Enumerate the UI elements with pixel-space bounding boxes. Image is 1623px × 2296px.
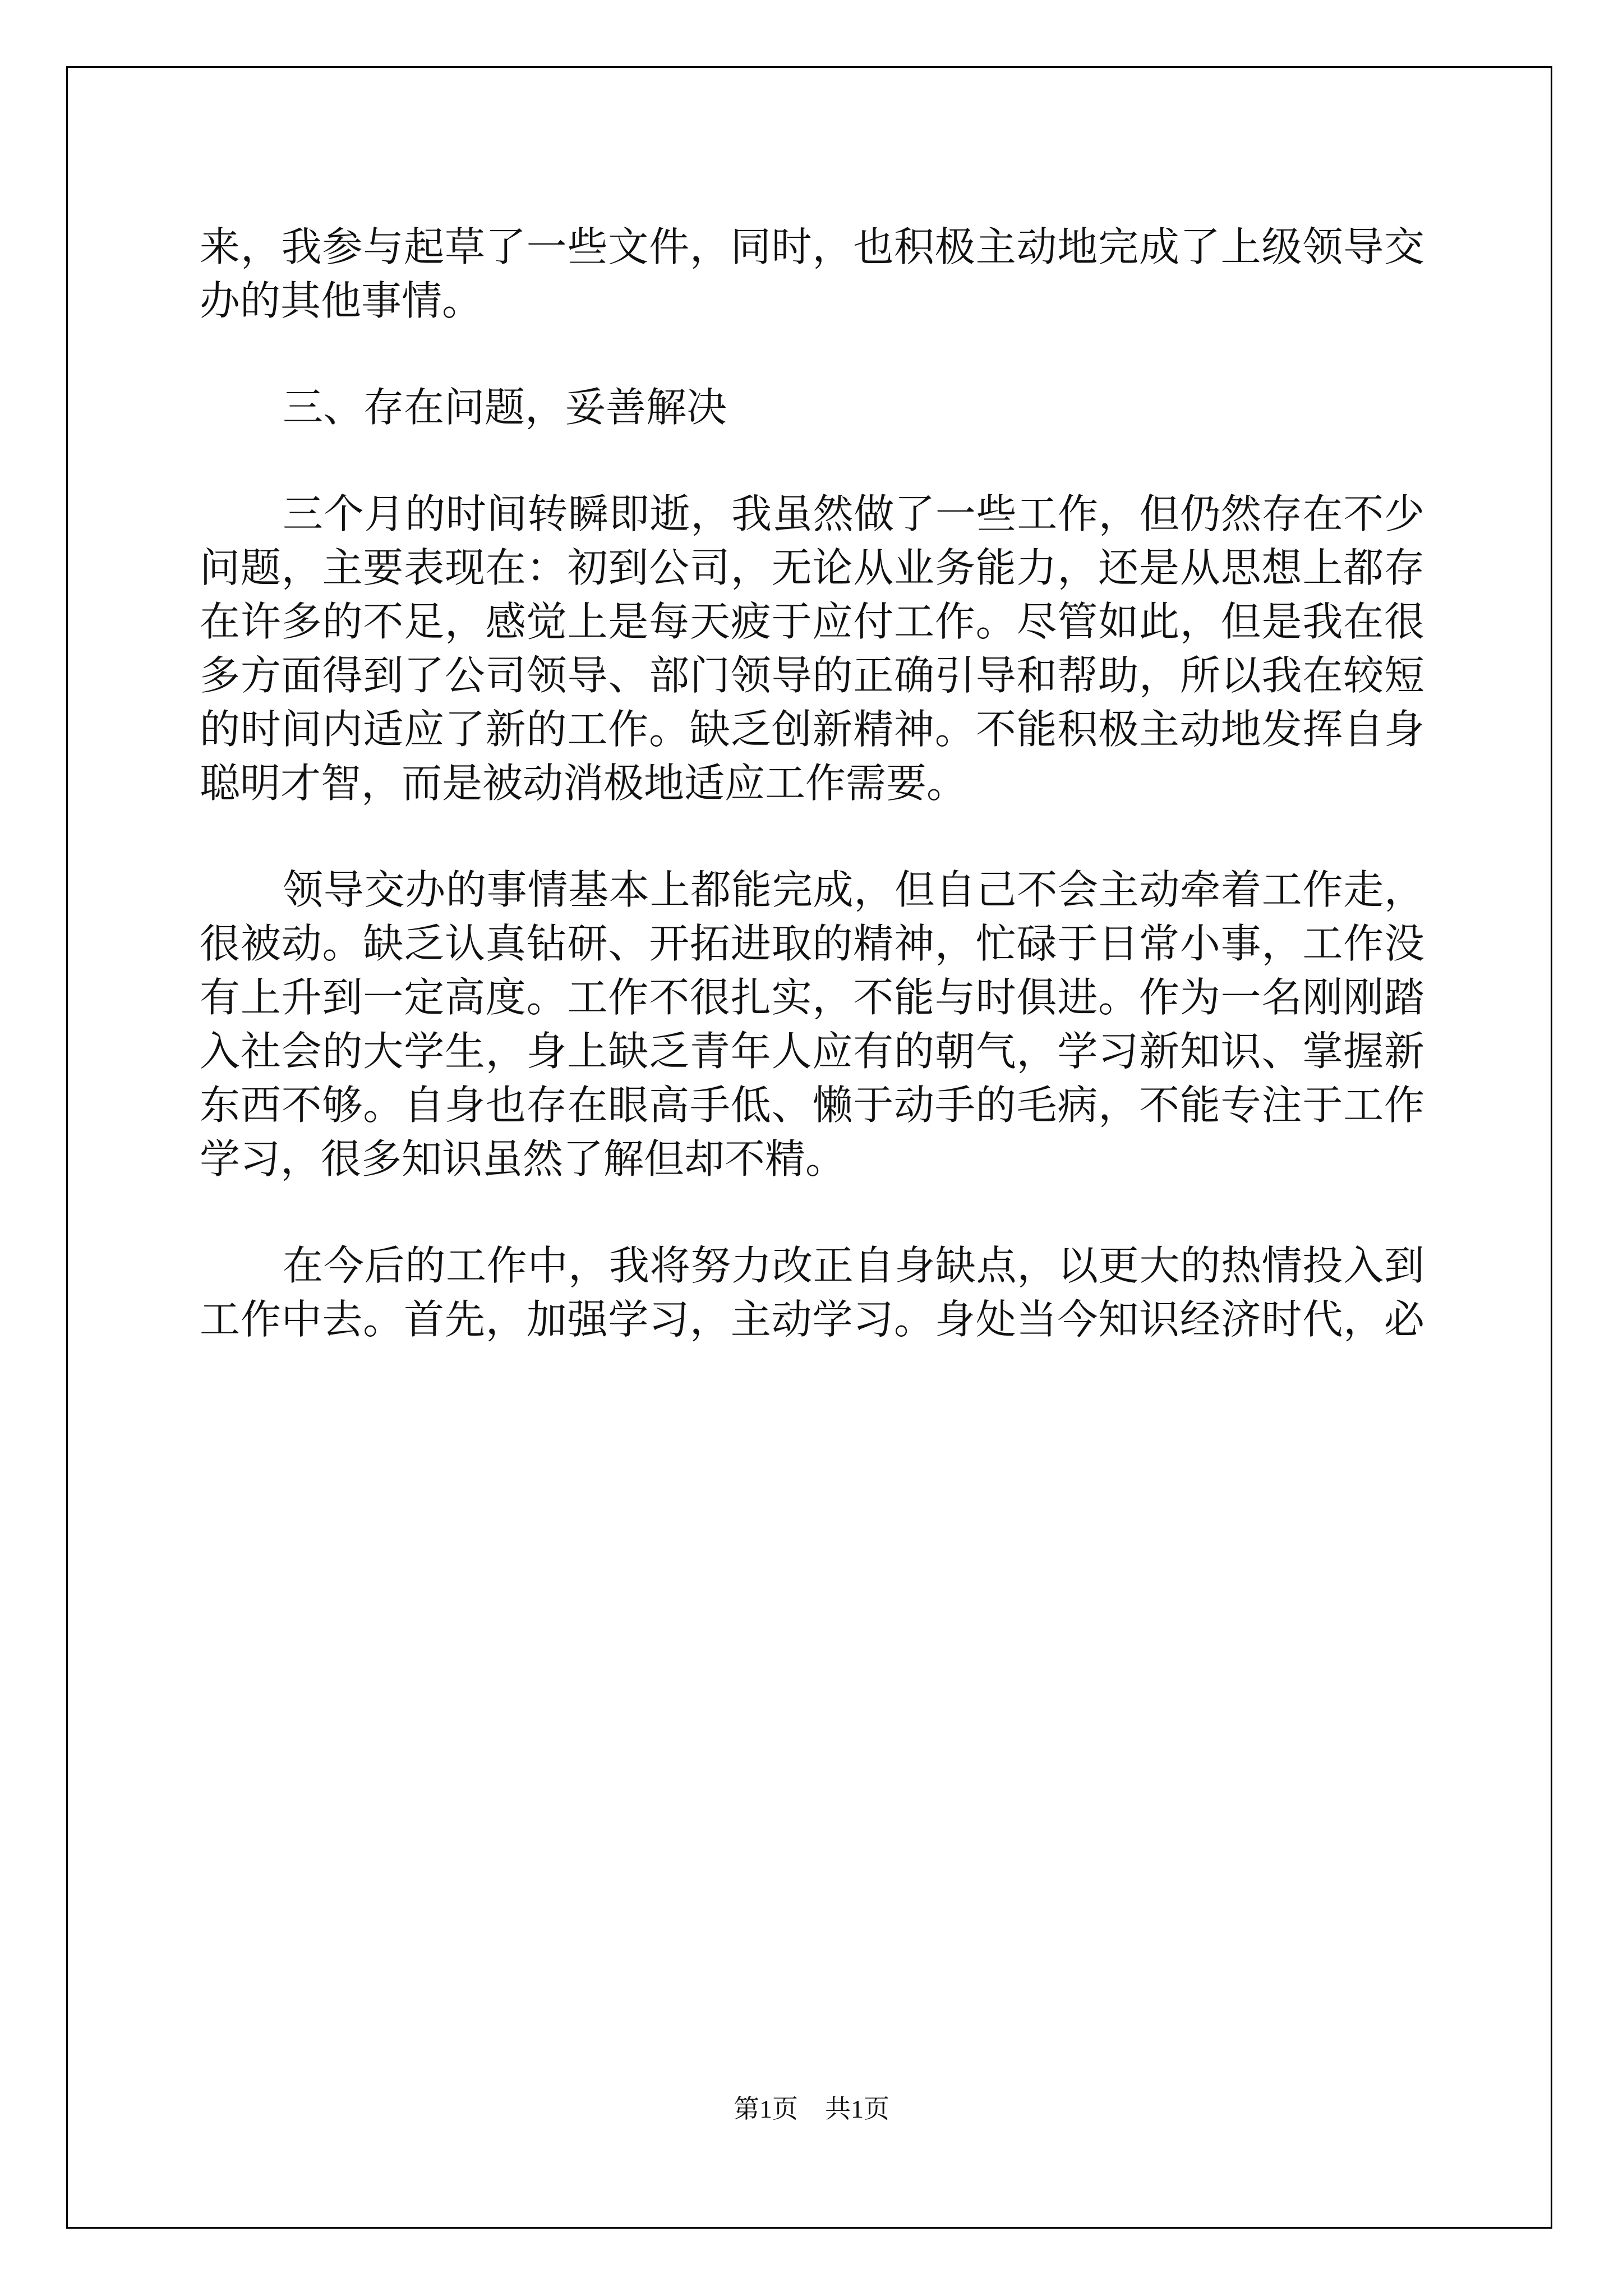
- heading-line: 三、存在问题，妥善解决: [283, 384, 727, 431]
- text-line: 学习，很多知识虽然了解但却不精。: [200, 1135, 846, 1182]
- text-line: 问题，主要表现在：初到公司，无论从业务能力，还是从思想上都存: [200, 544, 1424, 591]
- text-line: 在许多的不足，感觉上是每天疲于应付工作。尽管如此，但是我在很: [200, 598, 1424, 645]
- paragraph-3: [200, 487, 1424, 810]
- text-line: 领导交办的事情基本上都能完成，但自己不会主动牵着工作走，: [283, 866, 1424, 913]
- text-line: 入社会的大学生，身上缺乏青年人应有的朝气，学习新知识、掌握新: [200, 1028, 1424, 1075]
- text-line: 东西不够。自身也存在眼高手低、懒于动手的毛病，不能专注于工作: [200, 1082, 1424, 1129]
- text-line: 工作中去。首先，加强学习，主动学习。身处当今知识经济时代，必: [200, 1296, 1424, 1343]
- paragraph-4: [200, 863, 1424, 1186]
- page-footer: [0, 2092, 1623, 2126]
- text-line: 有上升到一定高度。工作不很扎实，不能与时俱进。作为一名刚刚踏: [200, 974, 1424, 1021]
- text-line: 的时间内适应了新的工作。缺乏创新精神。不能积极主动地发挥自身: [200, 706, 1424, 753]
- text-line: 多方面得到了公司领导、部门领导的正确引导和帮助，所以我在较短: [200, 652, 1424, 699]
- text-line: 办的其他事情。: [200, 277, 483, 324]
- text-line: 在今后的工作中，我将努力改正自身缺点，以更大的热情投入到: [283, 1242, 1424, 1289]
- text-line: 来，我参与起草了一些文件，同时，也积极主动地完成了上级领导交: [200, 223, 1424, 270]
- text-line: 很被动。缺乏认真钻研、开拓进取的精神，忙碌于日常小事，工作没: [200, 920, 1424, 967]
- paragraph-5: [200, 1239, 1424, 1346]
- page-total: 共1页: [825, 2095, 889, 2123]
- page-number: 第1页: [734, 2095, 798, 2123]
- paragraph-1: [200, 220, 1424, 328]
- text-line: 三个月的时间转瞬即逝，我虽然做了一些工作，但仍然存在不少: [283, 490, 1424, 537]
- section-heading: [200, 380, 1424, 434]
- text-line: 聪明才智，而是被动消极地适应工作需要。: [200, 760, 967, 807]
- document-body: [200, 220, 1424, 1346]
